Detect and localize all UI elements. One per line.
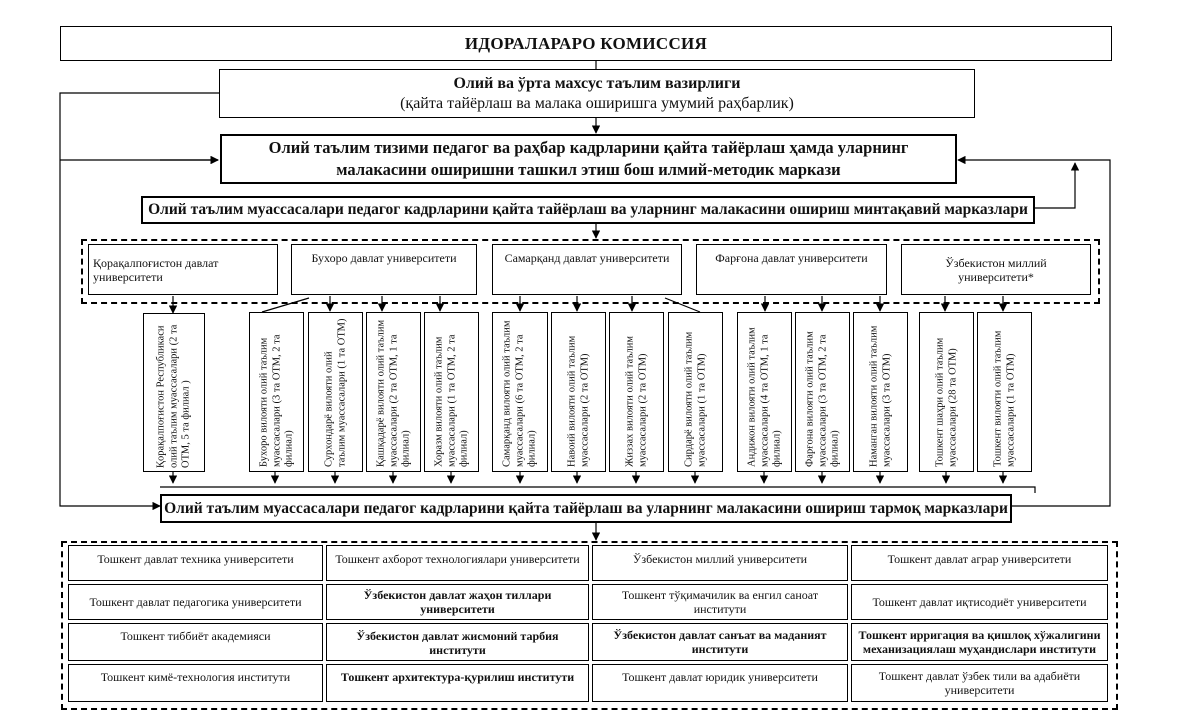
region-bukhara	[249, 312, 304, 472]
branch-center-label: Ўзбекистон давлат жаҳон тиллари университети	[363, 588, 552, 616]
university-fergana	[696, 244, 887, 295]
region-label: Бухоро вилояти олий таълим муассасалари (3 та ОТМ, 2 та филиал)	[257, 334, 294, 467]
branch-center-label: Тошкент давлат аграр университети	[887, 552, 1072, 566]
region-samarkand	[492, 312, 548, 472]
ministry-title: Олий ва ўрта махсус таълим вазирлиги	[453, 74, 741, 92]
branch-center	[851, 623, 1108, 661]
region-surkhandarya	[308, 312, 363, 472]
university-label: Бухоро давлат университети	[311, 251, 457, 265]
branch-center	[592, 664, 848, 702]
university-bukhara	[291, 244, 477, 295]
region-tashkent-city	[919, 312, 974, 472]
branch-center	[68, 664, 323, 702]
ministry-box	[219, 69, 975, 118]
main-center-box	[220, 134, 957, 184]
region-label: Самарқанд вилояти олий таълим муассасалари (6 та ОТМ, 2 та филиал)	[501, 320, 538, 467]
network-centers-box	[160, 494, 1012, 523]
branch-center	[851, 584, 1108, 620]
branch-center-label: Тошкент кимё-технология институти	[100, 670, 291, 684]
branch-center	[68, 584, 323, 620]
branch-center-label: Тошкент давлат техника университети	[97, 552, 294, 566]
region-label: Тошкент шаҳри олий таълим муассасалари (28 та ОТМ)	[934, 337, 958, 467]
region-fergana	[795, 312, 850, 472]
region-label: Сирдарё вилояти олий таълим муассасалари (1 та ОТМ)	[683, 331, 707, 467]
branch-center-label: Тошкент архитектура-қурилиш институти	[340, 670, 575, 684]
region-label: Фарғона вилояти олий таълим муассасалари (3 та ОТМ, 2 та филиал)	[803, 331, 840, 467]
branch-center-label: Тошкент ирригация ва қишлоқ хўжалигини механизациялаш муҳандислари институти	[858, 628, 1101, 656]
commission-title: ИДОРАЛАРАРО КОМИССИЯ	[464, 33, 708, 53]
region-navoi	[551, 312, 606, 472]
region-syrdarya	[668, 312, 723, 472]
region-label: Сурхондарё вилояти олий таълим муассасалари (1 та ОТМ)	[323, 318, 347, 467]
university-national	[901, 244, 1091, 295]
branch-center	[326, 664, 589, 702]
region-label: Тошкент вилояти олий таълим муассасалари (1 та ОТМ)	[992, 330, 1016, 467]
region-label: Наманган вилояти олий таълим муассасалари (3 та ОТМ)	[868, 325, 892, 467]
university-karakalpak	[88, 244, 278, 295]
region-jizzakh	[609, 312, 664, 472]
branch-center	[851, 664, 1108, 702]
branch-center-label: Ўзбекистон давлат санъат ва маданият институти	[613, 628, 827, 656]
region-namangan	[853, 312, 908, 472]
region-tashkent	[977, 312, 1032, 472]
ministry-subtitle: (қайта тайёрлаш ва малака оширишга умумий раҳбарлик)	[400, 94, 794, 112]
university-label: Қорақалпоғистон давлат университети	[93, 255, 219, 284]
branch-center-label: Тошкент давлат педагогика университети	[89, 595, 302, 609]
branch-center-label: Тошкент тиббиёт академияси	[120, 629, 271, 643]
branch-center	[326, 623, 589, 661]
region-karakalpakstan	[143, 313, 205, 472]
regional-centers-label: Олий таълим муассасалари педагог кадрларини қайта тайёрлаш ва уларнинг малакасини ошириш минтақавий марказлари	[148, 201, 1028, 218]
university-label: Фарғона давлат университети	[715, 251, 868, 265]
region-label: Қашқадарё вилояти олий таълим муассасалари (2 та ОТМ, 1 та филиал)	[374, 319, 411, 467]
main-center-line-2: малакасини оширишни ташкил этиш бош илмий-методик маркази	[336, 160, 841, 179]
branch-center	[68, 623, 323, 661]
university-label: Ўзбекистон миллий университети*	[945, 255, 1047, 284]
branch-center	[592, 623, 848, 661]
region-label: Жиззах вилояти олий таълим муассасалари (2 та ОТМ)	[624, 335, 648, 467]
region-label: Навоий вилояти олий таълим муассасалари (2 та ОТМ)	[566, 335, 590, 467]
branch-center	[592, 584, 848, 620]
university-label: Самарқанд давлат университети	[504, 251, 670, 265]
commission-box	[60, 26, 1112, 61]
main-center-line-1: Олий таълим тизими педагог ва раҳбар кадрларини қайта тайёрлаш ҳамда уларнинг	[268, 138, 909, 157]
branch-center-label: Тошкент давлат иқтисодиёт университети	[872, 595, 1087, 609]
branch-center	[592, 545, 848, 581]
branch-center-label: Ўзбекистон давлат жисмоний тарбия институти	[356, 629, 559, 657]
branch-center-label: Тошкент давлат юридик университети	[622, 670, 818, 684]
network-centers-label: Олий таълим муассасалари педагог кадрларини қайта тайёрлаш ва уларнинг малакасини ошириш тармоқ марказлари	[164, 499, 1008, 517]
region-label: Қорақалпоғистон Республикаси олий таълим муассасалари (2 та ОТМ, 5 та филиал )	[155, 324, 192, 468]
region-kashkadarya	[366, 312, 421, 472]
region-khorezm	[424, 312, 479, 472]
regional-centers-box	[141, 196, 1035, 224]
region-label: Андижон вилояти олий таълим муассасалари (4 та ОТМ, 1 та филиал)	[745, 327, 782, 467]
branch-center	[68, 545, 323, 581]
university-samarkand	[492, 244, 682, 295]
branch-center-label: Тошкент ахборот технологиялари университети	[335, 552, 580, 566]
branch-center	[851, 545, 1108, 581]
branch-center-label: Ўзбекистон миллий университети	[632, 552, 808, 566]
region-label: Хоразм вилояти олий таълим муассасалари (1 та ОТМ, 2 та филиал)	[432, 334, 469, 467]
branch-center	[326, 545, 589, 581]
branch-center-label: Тошкент давлат ўзбек тили ва адабиёти университети	[878, 669, 1081, 697]
branch-center-label: Тошкент тўқимачилик ва енгил саноат институти	[621, 588, 819, 616]
branch-center	[326, 584, 589, 620]
region-andijan	[737, 312, 792, 472]
